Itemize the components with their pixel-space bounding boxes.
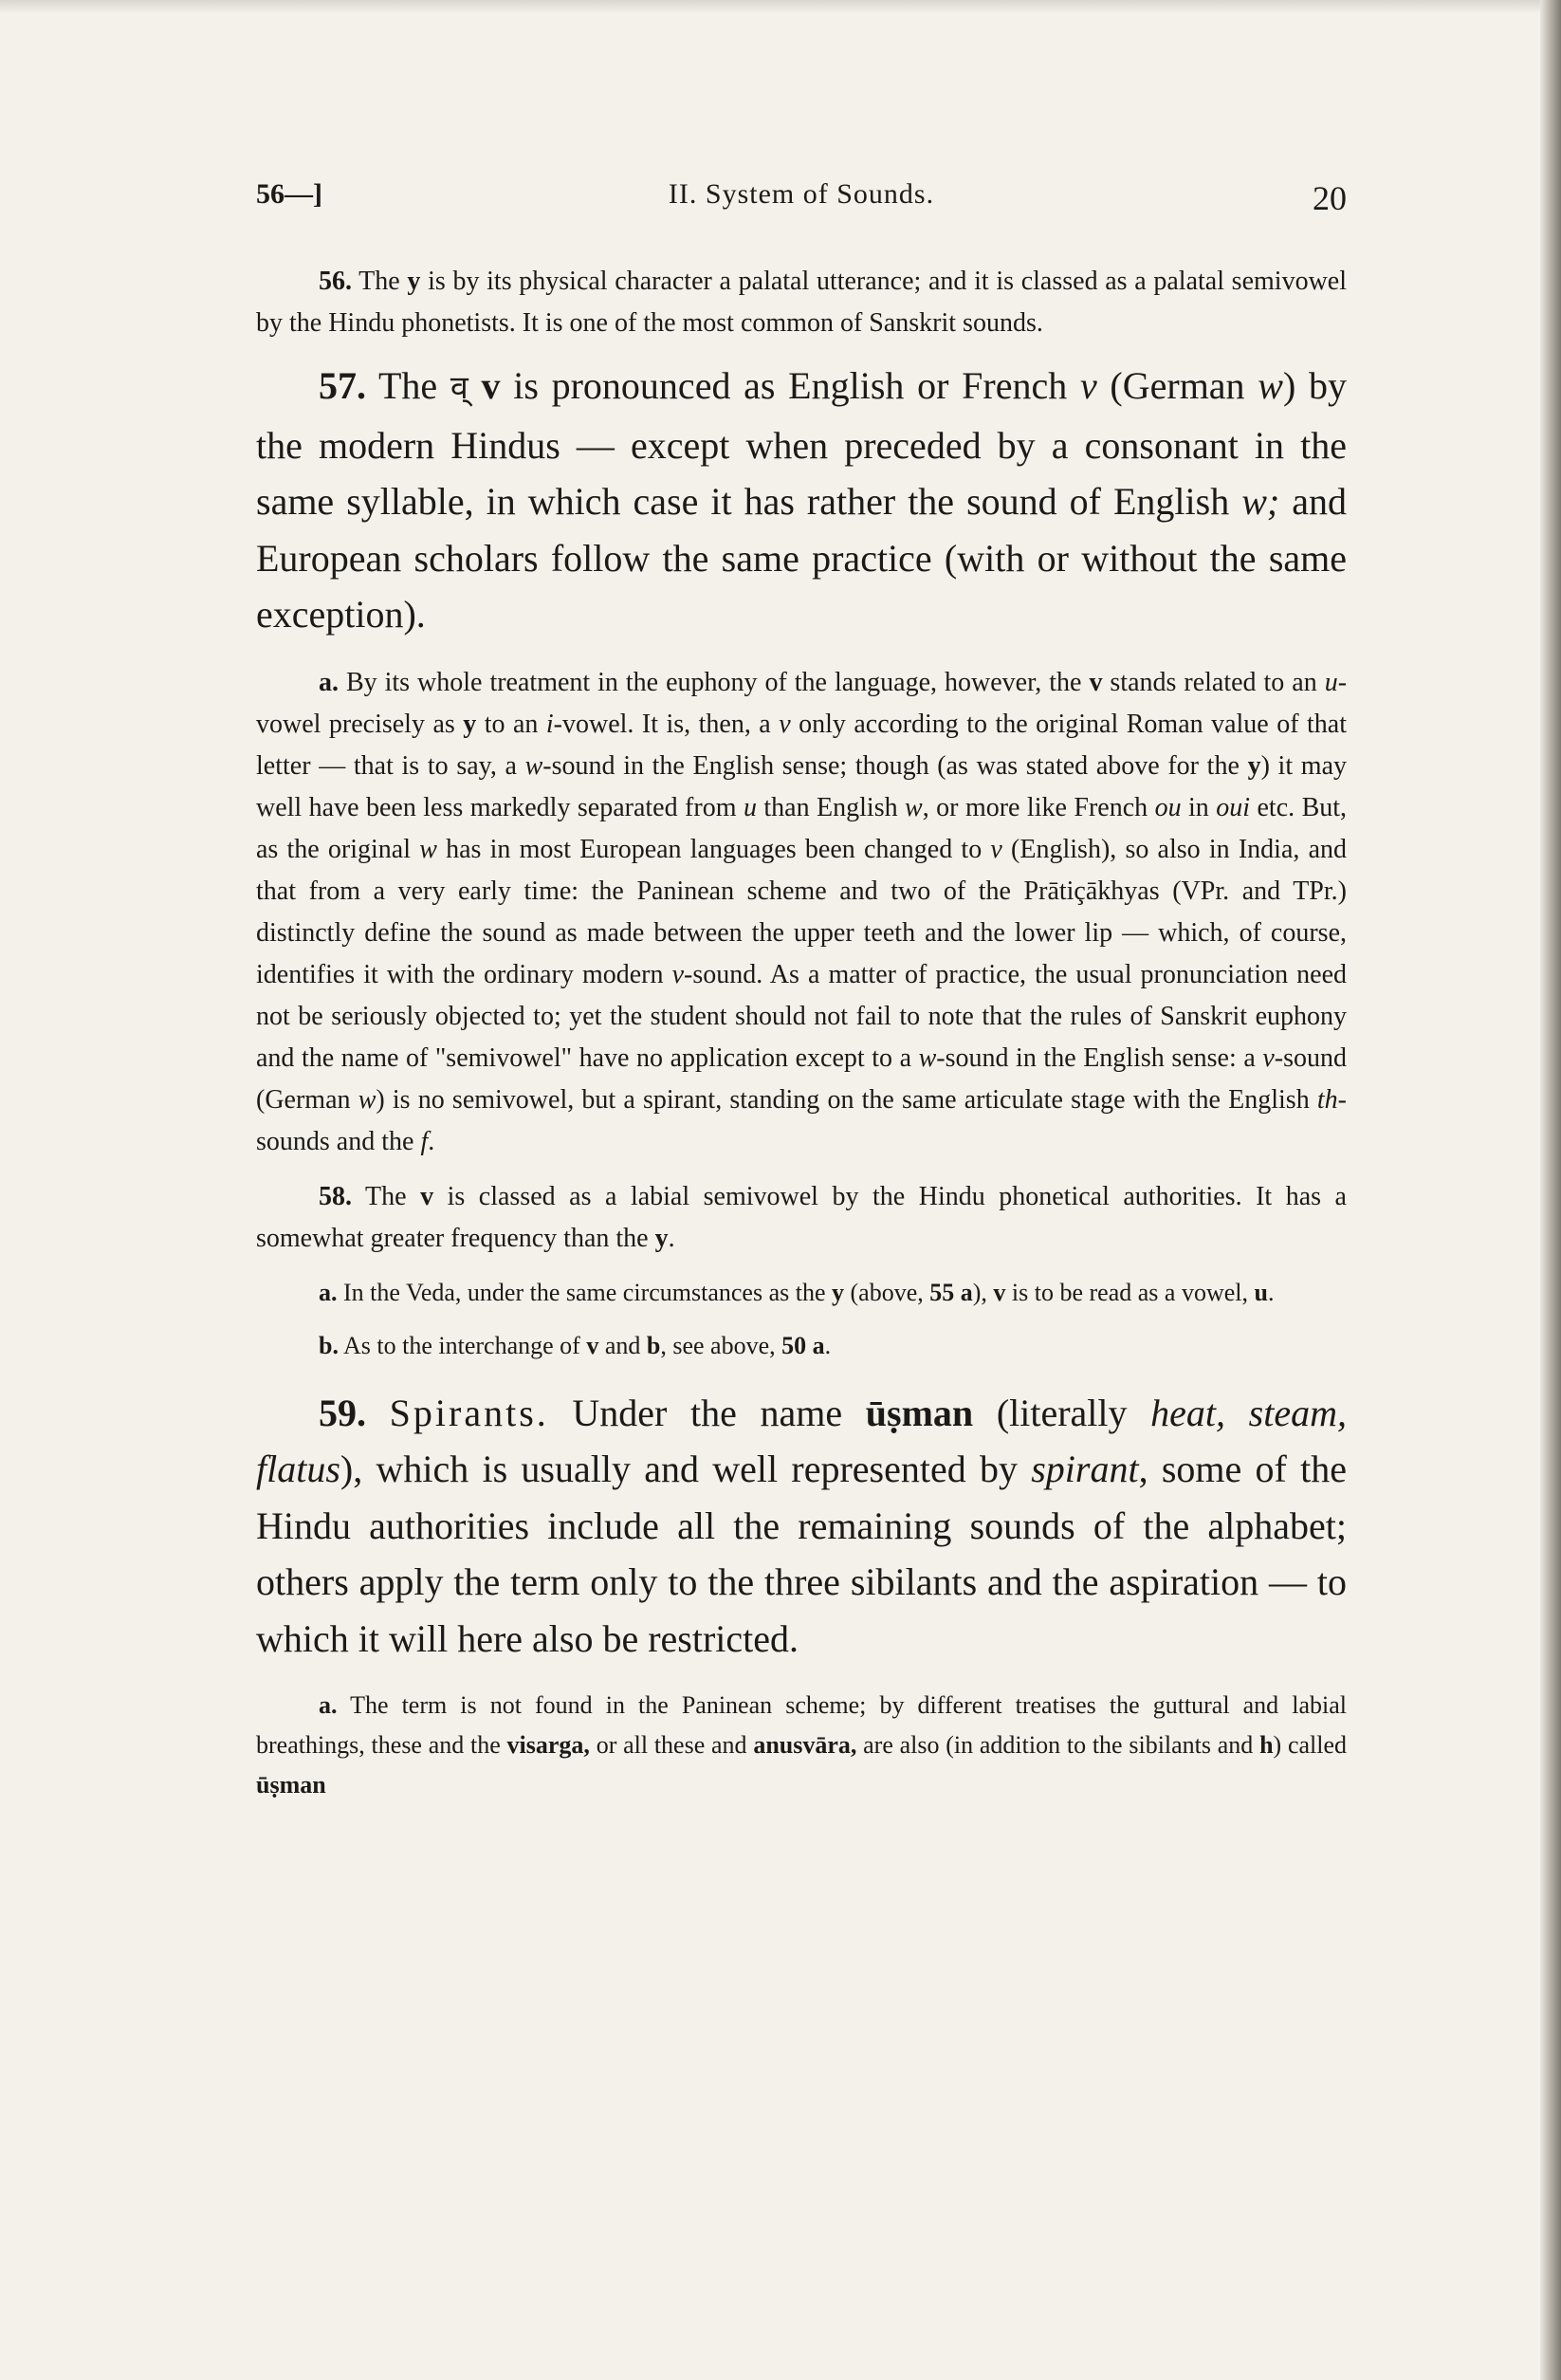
section-number: 58.: [319, 1181, 352, 1211]
section-58-note-b: b. As to the interchange of v and b, see above, 50 a.: [319, 1331, 832, 1359]
note-label: a.: [319, 1691, 338, 1719]
section-57: 57. The व् v is pronounced as English or French v (German w) by the modern Hindus — except when preceded by a consonant in the same syllable, in which case it has rather the sound of English w; and European scholars follow the same practice (with or without the same exception).: [256, 364, 1347, 636]
note-label: a.: [319, 1278, 338, 1306]
note-label: a.: [319, 667, 339, 697]
page-edge-right: [1540, 0, 1561, 2380]
section-57-note-a: a. By its whole treatment in the euphony of the language, however, the v stands related to an u-vowel precisely as y to an i-vowel. It is, then, a v only according to the original Roman value of that letter — that is to say, a w-sound in the English sense; though (as was stated above for the y) it may well have been less markedly separated from u than English w, or more like French ou in oui etc. But, as the original w has in most European languages been changed to v (English), so also in India, and that from a very early time: the Paninean scheme and two of the Prātiçākhyas (VPr. and TPr.) distinctly define the sound as made between the upper teeth and the lower lip — which, of course, identifies it with the ordinary modern v-sound. As a matter of practice, the usual pronunciation need not be seriously objected to; yet the student should not fail to note that the rules of Sanskrit euphony and the name of "semivowel" have no application except to a w-sound in the English sense: a v-sound (German w) is no semivowel, but a spirant, standing on the same articulate stage with the English th-sounds and the f.: [256, 667, 1348, 1156]
chapter-title: II. System of Sounds.: [668, 178, 935, 210]
cross-reference: 50 a: [781, 1331, 825, 1359]
body-text: [256, 261, 1347, 1805]
section-59: 59. Spirants. Under the name ūṣman (literally heat, steam, flatus), which is usually and well represented by spirant, some of the Hindu authorities include all the remaining sounds of the alphabet; others apply the term only to the three sibilants and the aspiration — to which it will here also be restricted.: [256, 1391, 1347, 1660]
section-56: 56. The y is by its physical character a palatal utterance; and it is classed as a palatal semivowel by the Hindu phonetists. It is one of the most common of Sanskrit sounds.: [256, 267, 1347, 338]
section-range: 56—]: [256, 178, 322, 210]
section-number: 56.: [319, 267, 352, 296]
section-number: 59.: [319, 1391, 366, 1434]
section-heading: Spirants.: [389, 1391, 549, 1434]
section-59-note-a: a. The term is not found in the Paninean scheme; by different treatises the guttural and labial breathings, these and the visarga, or all these and anusvāra, are also (in addition to the sibilants and h) called ūṣman: [256, 1691, 1348, 1799]
section-58-note-a: a. In the Veda, under the same circumstances as the y (above, 55 a), v is to be read as a vowel, u.: [319, 1278, 1275, 1306]
section-58: 58. The v is classed as a labial semivowel by the Hindu phonetical authorities. It has a somewhat greater frequency than the y.: [256, 1181, 1347, 1253]
section-number: 57.: [319, 364, 366, 407]
running-head: [256, 178, 1347, 226]
cross-reference: 55 a: [929, 1278, 973, 1306]
page-number: 20: [1313, 179, 1347, 217]
note-label: b.: [319, 1331, 339, 1359]
devanagari-glyph: व्: [450, 369, 468, 407]
book-page: [256, 0, 1347, 2380]
